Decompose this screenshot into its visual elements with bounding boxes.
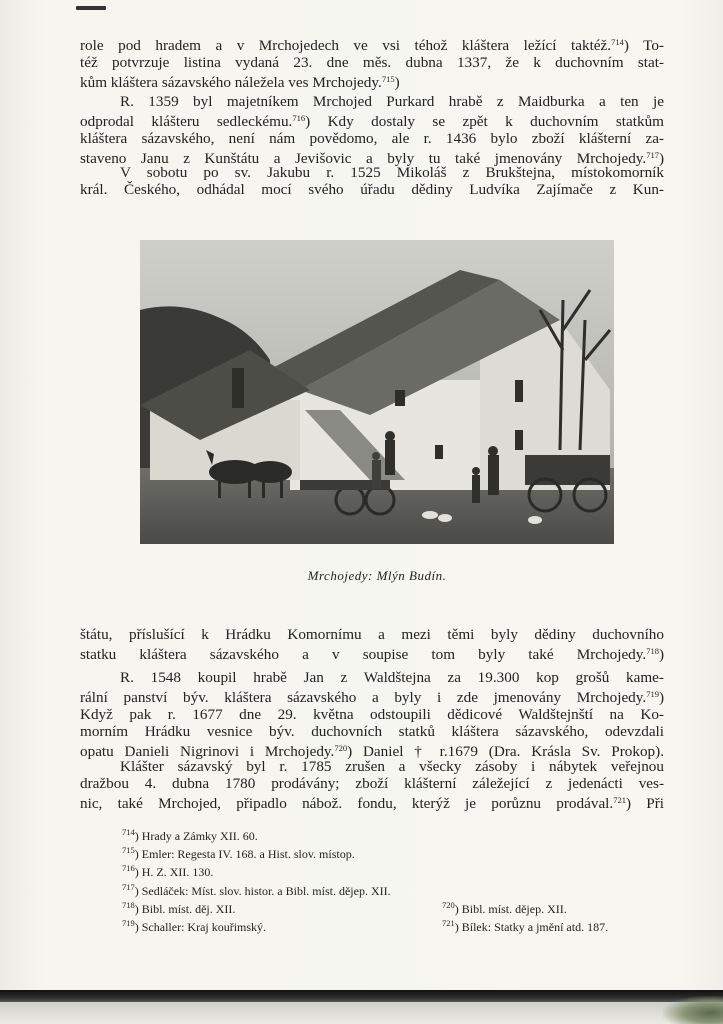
paragraph-4: štátu, příslušící k Hrádku Komornímu a mezi těmi byly dědiny duchovního statku kláštera sázavského a v soupise tom byly také Mrchojedy.$^{718}$) bbox=[80, 626, 664, 663]
footnote-row: $^{714}$) Hrady a Zámky XII. 60. bbox=[122, 827, 258, 843]
footnote-ref: 718 bbox=[646, 646, 659, 656]
mill-photo-illustration bbox=[140, 240, 614, 544]
paragraph-5: R. 1548 koupil hrabě Jan z Waldštejna za 19.300 kop grošů kame- rální panství býv. kláštera sázavského a byly i zde jmenovány Mrchojedy.$^{719}$) Když pak r. 1677 dne 29. května odstoupili dědicové Waldštejnští na Ko- morním Hrádku vesnice býv. duchovních statků kláštera sázavského, odevzdali opatu Danieli Nigrinovi i Mrchojedy.$^{720}$) Daniel † r.1679 (Dra. Krásla Sv. Prokop). bbox=[80, 669, 664, 760]
footnote-number: 714 bbox=[122, 827, 135, 837]
footnote-text: H. Z. XII. 130. bbox=[141, 865, 214, 880]
text-line: staveno Janu z Kunštátu a Jevišovic a byly tu také jmenovány Mrchojedy. bbox=[80, 150, 647, 167]
text-line: Daniel † r.1679 (Dra. Krásla Sv. Prokop). bbox=[362, 743, 664, 760]
text-line: štátu, příslušící k Hrádku Komornímu a mezi těmi byly dědiny duchovního bbox=[80, 626, 664, 643]
footnote-ref: 715 bbox=[381, 74, 395, 84]
footnote-number: 715 bbox=[122, 845, 135, 856]
text-line: R. 1548 koupil hrabě Jan z Waldštejna za 19.300 kop grošů kame- bbox=[120, 669, 664, 686]
footnote-ref: 719 bbox=[646, 689, 659, 699]
text-line: Klášter sázavský byl r. 1785 zrušen a všecky zásoby i nábytek veřejnou bbox=[120, 758, 664, 775]
footnote-text: Bílek: Statky a jmění atd. 187. bbox=[461, 920, 609, 935]
footnote-row: $^{718}$) Bibl. míst. děj. XII. $^{720}$) Bibl. míst. dějep. XII. bbox=[122, 899, 567, 916]
footnote-row: $^{716}$) H. Z. XII. 130. bbox=[122, 863, 214, 880]
footnote-text: Sedláček: Míst. slov. histor. a Bibl. míst. dějep. XII. bbox=[141, 883, 391, 898]
footnote-number: 717 bbox=[122, 881, 135, 892]
page-mark bbox=[76, 6, 106, 10]
footnote-row: $^{715}$) Emler: Regesta IV. 168. a Hist. slov. místop. bbox=[122, 845, 355, 862]
text-line: kům kláštera sázavského náležela ves Mrchojedy. bbox=[80, 74, 382, 91]
text-line: V sobotu po sv. Jakubu r. 1525 Mikoláš z Brukštejna, místokomorník bbox=[120, 164, 664, 181]
scan-edge bbox=[0, 1002, 723, 1024]
mill-photograph bbox=[140, 240, 614, 544]
footnote-text: Schaller: Kraj kouřimský. bbox=[141, 920, 267, 935]
footnote-number: 720 bbox=[442, 899, 455, 910]
footnote-row: $^{719}$) Schaller: Kraj kouřimský. $^{721}$) Bílek: Statky a jmění atd. 187. bbox=[122, 918, 609, 935]
footnote-text: Emler: Regesta IV. 168. a Hist. slov. místop. bbox=[141, 847, 355, 862]
text-line: morním Hrádku vesnice býv. duchovních statků kláštera sázavského, odevzdali bbox=[80, 723, 664, 740]
footnote-number: 718 bbox=[122, 899, 135, 910]
footnote-number: 716 bbox=[122, 863, 135, 874]
footnote-text: Bibl. míst. děj. XII. bbox=[141, 901, 236, 916]
text-line: král. Českého, odhádal mocí svého úřadu dědiny Ludvíka Zajímače z Kun- bbox=[80, 181, 664, 198]
footnote-text: Hrady a Zámky XII. 60. bbox=[141, 829, 258, 843]
text-line: opatu Danieli Nigrinovi i Mrchojedy. bbox=[80, 743, 335, 760]
text-line: To- bbox=[643, 37, 664, 54]
footnote-ref: 717 bbox=[646, 150, 659, 160]
footnote-text: Bibl. míst. dějep. XII. bbox=[461, 901, 567, 916]
footnote-ref: 721 bbox=[613, 795, 626, 805]
paragraph-3 bbox=[80, 164, 664, 198]
text-line: též potvrzuje listina vydaná 23. dne měs. dubna 1337, že k duchovním stat- bbox=[80, 54, 664, 71]
paragraph-6: Klášter sázavský byl r. 1785 zrušen a všecky zásoby i nábytek veřejnou dražbou 4. dubna 1780 prodávány; zboží klášterní záležející z jedenácti ves- nic, také Mrchojed, připadlo nábož. fondu, kterýž je porůznu prodával.$^{721}$) Při bbox=[80, 758, 664, 812]
scan-corner-mark bbox=[663, 996, 723, 1024]
text-line: Kdy dostaly se zpět k duchovním statkům bbox=[327, 113, 664, 130]
text-line: Když pak r. 1677 dne 29. května odstoupili dědicové Waldštejnští na Ko- bbox=[80, 706, 664, 723]
text-line: odprodal klášteru sedleckému. bbox=[80, 113, 293, 130]
text-line: rální panství býv. kláštera sázavského a byly i zde jmenovány Mrchojedy. bbox=[80, 689, 647, 706]
footnote-number: 719 bbox=[122, 918, 135, 929]
footnote-ref: 714 bbox=[611, 37, 624, 47]
footnote-row: $^{717}$) Sedláček: Míst. slov. histor. a Bibl. míst. dějep. XII. bbox=[122, 881, 391, 898]
footnote-ref: 720 bbox=[334, 743, 348, 753]
photo-caption: Mrchojedy: Mlýn Budín. bbox=[307, 568, 447, 583]
text-line: kláštera sázavského, není nám povědomo, ale r. 1436 bylo zboží klášterní za- bbox=[80, 130, 664, 147]
text-line: role pod hradem a v Mrchojedech ve vsi téhož kláštera ležící taktéž. bbox=[80, 37, 612, 54]
footnote-ref: 716 bbox=[292, 113, 306, 123]
footnotes bbox=[122, 825, 662, 934]
paragraph-2: R. 1359 byl majetníkem Mrchojed Purkard hrabě z Maidburka a ten je odprodal klášteru sedleckému.$^{716}$) Kdy dostaly se zpět k duchovním statkům kláštera sázavského, není nám povědomo, ale r. 1436 bylo zboží klášterní za- staveno Janu z Kunštátu a Jevišovic a byly tu také jmenovány Mrchojedy.$^{717}$) bbox=[80, 93, 664, 167]
text-line: Při bbox=[646, 795, 664, 812]
paragraph-1: role pod hradem a v Mrchojedech ve vsi téhož kláštera ležící taktéž.$^{714}$) To- též potvrzuje listina vydaná 23. dne měs. dubna 1337, že k duchovním stat- kům kláštera sázavského náležela ves Mrchojedy.$^{715}$) bbox=[80, 37, 664, 91]
text-line: nic, také Mrchojed, připadlo nábož. fondu, kterýž je porůznu prodával. bbox=[80, 795, 614, 812]
scan-edge-shadow bbox=[0, 990, 723, 1002]
text-line: dražbou 4. dubna 1780 prodávány; zboží klášterní záležející z jedenácti ves- bbox=[80, 775, 664, 792]
text-line: statku kláštera sázavského a v soupise tom byly také Mrchojedy. bbox=[80, 646, 647, 663]
text-line: R. 1359 byl majetníkem Mrchojed Purkard hrabě z Maidburka a ten je bbox=[120, 93, 664, 110]
footnote-number: 721 bbox=[442, 918, 455, 929]
